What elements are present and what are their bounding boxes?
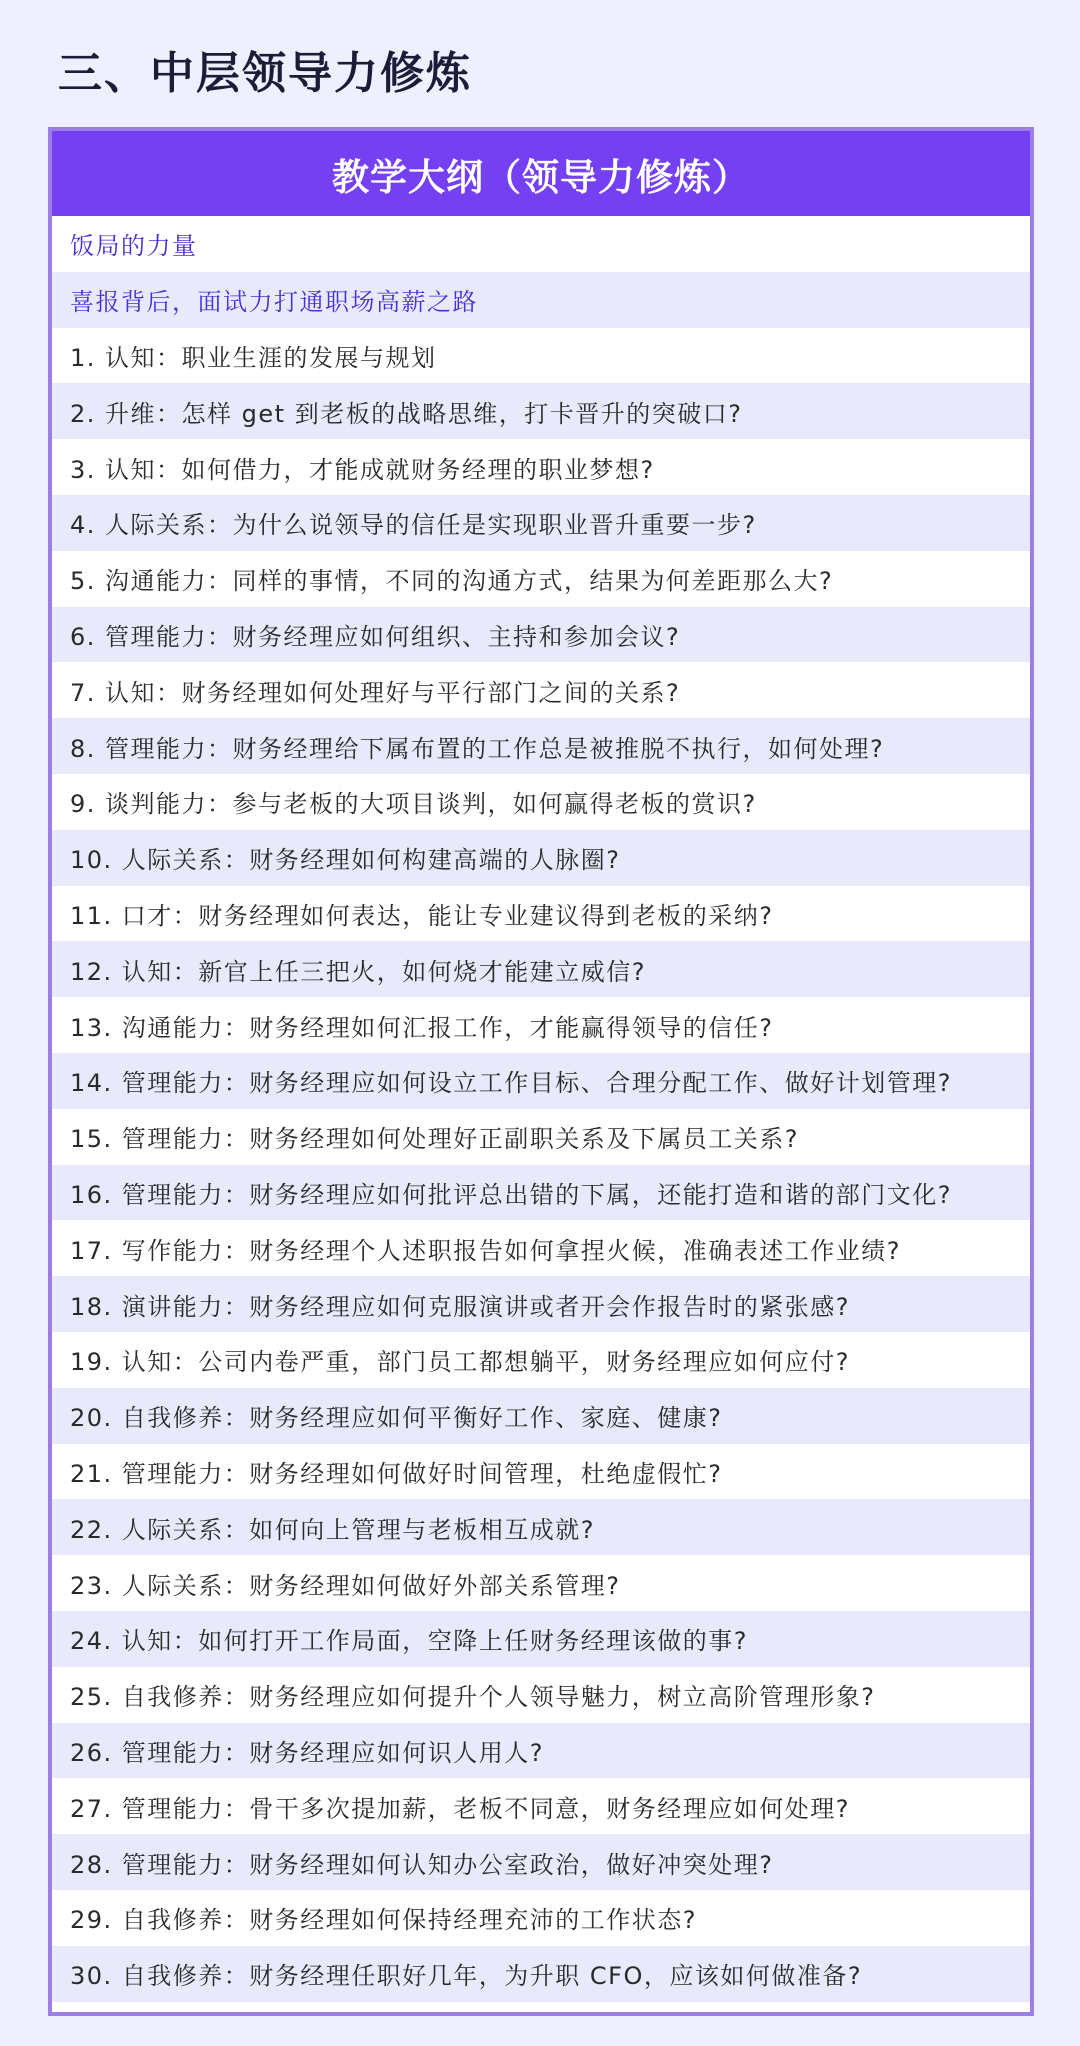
syllabus-row-highlight: 喜报背后，面试力打通职场高薪之路 <box>52 272 1030 328</box>
syllabus-row: 18. 演讲能力：财务经理应如何克服演讲或者开会作报告时的紧张感? <box>52 1276 1030 1332</box>
syllabus-row: 21. 管理能力：财务经理如何做好时间管理，杜绝虚假忙? <box>52 1444 1030 1500</box>
syllabus-row: 24. 认知：如何打开工作局面，空降上任财务经理该做的事? <box>52 1611 1030 1667</box>
syllabus-row: 30. 自我修养：财务经理任职好几年，为升职 CFO，应该如何做准备? <box>52 1946 1030 2002</box>
syllabus-row: 29. 自我修养：财务经理如何保持经理充沛的工作状态? <box>52 1890 1030 1946</box>
syllabus-row: 1. 认知：职业生涯的发展与规划 <box>52 328 1030 384</box>
syllabus-row: 12. 认知：新官上任三把火，如何烧才能建立威信? <box>52 941 1030 997</box>
syllabus-row: 15. 管理能力：财务经理如何处理好正副职关系及下属员工关系? <box>52 1109 1030 1165</box>
syllabus-row: 22. 人际关系：如何向上管理与老板相互成就? <box>52 1499 1030 1555</box>
syllabus-row: 4. 人际关系：为什么说领导的信任是实现职业晋升重要一步? <box>52 495 1030 551</box>
syllabus-row: 20. 自我修养：财务经理应如何平衡好工作、家庭、健康? <box>52 1388 1030 1444</box>
syllabus-row: 19. 认知：公司内卷严重，部门员工都想躺平，财务经理应如何应付? <box>52 1332 1030 1388</box>
syllabus-row: 3. 认知：如何借力，才能成就财务经理的职业梦想? <box>52 439 1030 495</box>
syllabus-row: 2. 升维：怎样 get 到老板的战略思维，打卡晋升的突破口? <box>52 383 1030 439</box>
syllabus-list <box>52 216 1030 2002</box>
syllabus-row: 26. 管理能力：财务经理应如何识人用人? <box>52 1723 1030 1779</box>
syllabus-row: 8. 管理能力：财务经理给下属布置的工作总是被推脱不执行，如何处理? <box>52 718 1030 774</box>
syllabus-row-highlight: 饭局的力量 <box>52 216 1030 272</box>
syllabus-row: 11. 口才：财务经理如何表达，能让专业建议得到老板的采纳? <box>52 886 1030 942</box>
syllabus-row: 14. 管理能力：财务经理应如何设立工作目标、合理分配工作、做好计划管理? <box>52 1053 1030 1109</box>
syllabus-row: 16. 管理能力：财务经理应如何批评总出错的下属，还能打造和谐的部门文化? <box>52 1165 1030 1221</box>
section-title: 三、中层领导力修炼 <box>58 48 472 99</box>
syllabus-row: 17. 写作能力：财务经理个人述职报告如何拿捏火候，准确表述工作业绩? <box>52 1220 1030 1276</box>
syllabus-row: 28. 管理能力：财务经理如何认知办公室政治，做好冲突处理? <box>52 1834 1030 1890</box>
syllabus-row: 13. 沟通能力：财务经理如何汇报工作，才能赢得领导的信任? <box>52 997 1030 1053</box>
syllabus-row: 9. 谈判能力：参与老板的大项目谈判，如何赢得老板的赏识? <box>52 774 1030 830</box>
syllabus-row: 25. 自我修养：财务经理应如何提升个人领导魅力，树立高阶管理形象? <box>52 1667 1030 1723</box>
syllabus-row: 10. 人际关系：财务经理如何构建高端的人脉圈? <box>52 830 1030 886</box>
syllabus-header: 教学大纲（领导力修炼） <box>52 131 1030 216</box>
syllabus-row: 6. 管理能力：财务经理应如何组织、主持和参加会议? <box>52 607 1030 663</box>
syllabus-row: 5. 沟通能力：同样的事情，不同的沟通方式，结果为何差距那么大? <box>52 551 1030 607</box>
syllabus-row: 23. 人际关系：财务经理如何做好外部关系管理? <box>52 1555 1030 1611</box>
syllabus-table <box>48 127 1034 2016</box>
syllabus-row: 27. 管理能力：骨干多次提加薪，老板不同意，财务经理应如何处理? <box>52 1778 1030 1834</box>
syllabus-row: 7. 认知：财务经理如何处理好与平行部门之间的关系? <box>52 662 1030 718</box>
